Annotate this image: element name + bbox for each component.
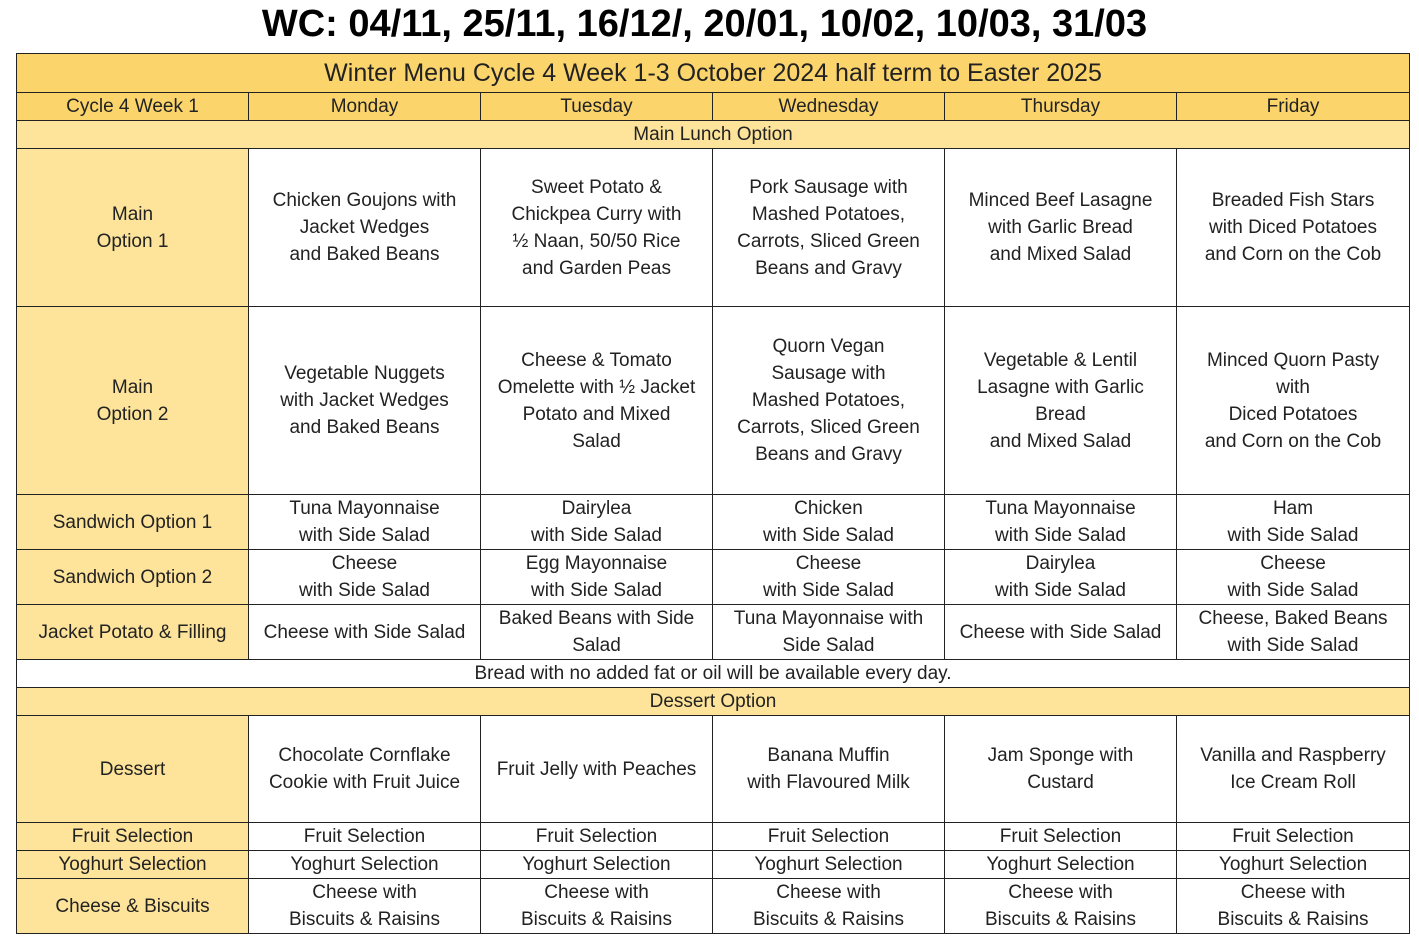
row-label-text: Dessert bbox=[99, 758, 166, 780]
row-label bbox=[17, 495, 249, 550]
menu-cell-text: Cheese with Side Salad bbox=[1227, 553, 1359, 601]
row-label bbox=[17, 605, 249, 660]
menu-cell-text: Baked Beans with Side Salad bbox=[498, 608, 695, 656]
menu-cell bbox=[481, 307, 713, 495]
menu-cell-text: Sweet Potato & Chickpea Curry with ½ Naan, 50/50 Rice and Garden Peas bbox=[511, 176, 682, 279]
menu-cell bbox=[1177, 149, 1410, 307]
menu-cell-text: Fruit Selection bbox=[767, 826, 890, 847]
table-row bbox=[17, 495, 1410, 550]
menu-cell bbox=[1177, 851, 1410, 879]
menu-cell bbox=[1177, 716, 1410, 823]
menu-cell-text: Cheese with Biscuits & Raisins bbox=[521, 882, 672, 930]
header-row bbox=[17, 93, 1410, 121]
menu-table bbox=[16, 53, 1410, 934]
menu-cell bbox=[713, 550, 945, 605]
menu-cell-text: Minced Beef Lasagne with Garlic Bread and Mixed Salad bbox=[968, 190, 1153, 265]
menu-cell-text: Cheese with Biscuits & Raisins bbox=[1217, 882, 1369, 930]
menu-cell-text: Dairylea with Side Salad bbox=[995, 553, 1126, 601]
menu-cell bbox=[481, 550, 713, 605]
menu-cell bbox=[249, 307, 481, 495]
table-row bbox=[17, 879, 1410, 934]
menu-cell-text: Yoghurt Selection bbox=[986, 854, 1135, 875]
menu-cell bbox=[945, 550, 1177, 605]
menu-cell-text: Banana Muffin with Flavoured Milk bbox=[747, 745, 910, 793]
menu-cell bbox=[713, 495, 945, 550]
menu-cell-text: Cheese with Side Salad bbox=[763, 553, 894, 601]
menu-cell bbox=[945, 495, 1177, 550]
table-row bbox=[17, 550, 1410, 605]
menu-cell bbox=[1177, 307, 1410, 495]
menu-cell bbox=[713, 307, 945, 495]
menu-cell-text: Cheese, Baked Beans with Side Salad bbox=[1198, 608, 1388, 656]
row-label-text: Jacket Potato & Filling bbox=[38, 621, 227, 643]
header-monday: Monday bbox=[249, 93, 481, 121]
table-title: Winter Menu Cycle 4 Week 1-3 October 2024 half term to Easter 2025 bbox=[17, 54, 1410, 93]
menu-cell bbox=[945, 307, 1177, 495]
menu-cell bbox=[249, 550, 481, 605]
row-label-text: Sandwich Option 1 bbox=[52, 511, 213, 533]
menu-cell bbox=[249, 879, 481, 934]
menu-cell-text: Cheese & Tomato Omelette with ½ Jacket Potato and Mixed Salad bbox=[497, 349, 696, 452]
table-row bbox=[17, 716, 1410, 823]
row-label-text: Main Option 2 bbox=[96, 376, 169, 425]
menu-cell bbox=[945, 716, 1177, 823]
menu-cell-text: Chicken with Side Salad bbox=[763, 498, 894, 546]
menu-cell bbox=[945, 823, 1177, 851]
header-tuesday: Tuesday bbox=[481, 93, 713, 121]
row-label bbox=[17, 823, 249, 851]
menu-cell-text: Jam Sponge with Custard bbox=[987, 745, 1134, 793]
menu-cell-text: Ham with Side Salad bbox=[1227, 498, 1359, 546]
header-friday: Friday bbox=[1177, 93, 1410, 121]
menu-cell-text: Quorn Vegan Sausage with Mashed Potatoes, Carrots, Sliced Green Beans and Gravy bbox=[737, 336, 920, 465]
menu-cell-text: Minced Quorn Pasty with Diced Potatoes and Corn on the Cob bbox=[1204, 349, 1382, 452]
menu-cell-text: Yoghurt Selection bbox=[754, 854, 903, 875]
row-label-text: Fruit Selection bbox=[71, 826, 194, 847]
header-wednesday: Wednesday bbox=[713, 93, 945, 121]
menu-cell-text: Vanilla and Raspberry Ice Cream Roll bbox=[1200, 745, 1386, 793]
menu-cell-text: Breaded Fish Stars with Diced Potatoes and Corn on the Cob bbox=[1204, 190, 1382, 265]
menu-cell-text: Chicken Goujons with Jacket Wedges and Baked Beans bbox=[272, 190, 457, 265]
row-label-text: Sandwich Option 2 bbox=[52, 566, 213, 588]
menu-cell-text: Fruit Selection bbox=[303, 826, 426, 847]
menu-cell-text: Yoghurt Selection bbox=[1218, 854, 1368, 875]
menu-cell bbox=[481, 149, 713, 307]
table-row bbox=[17, 307, 1410, 495]
row-label-text: Cheese & Biscuits bbox=[55, 895, 210, 917]
menu-cell bbox=[945, 851, 1177, 879]
header-cycle: Cycle 4 Week 1 bbox=[17, 93, 249, 121]
menu-cell bbox=[945, 149, 1177, 307]
menu-cell-text: Fruit Jelly with Peaches bbox=[496, 758, 697, 780]
menu-cell-text: Chocolate Cornflake Cookie with Fruit Juice bbox=[268, 745, 461, 793]
table-row bbox=[17, 851, 1410, 879]
bread-note: Bread with no added fat or oil will be available every day. bbox=[17, 660, 1410, 688]
menu-cell bbox=[481, 716, 713, 823]
menu-cell-text: Vegetable Nuggets with Jacket Wedges and Baked Beans bbox=[280, 363, 449, 438]
menu-cell-text: Pork Sausage with Mashed Potatoes, Carrots, Sliced Green Beans and Gravy bbox=[737, 176, 920, 279]
menu-cell-text: Fruit Selection bbox=[1232, 826, 1354, 847]
menu-cell bbox=[1177, 879, 1410, 934]
menu-cell-text: Yoghurt Selection bbox=[290, 854, 439, 875]
menu-cell bbox=[249, 149, 481, 307]
menu-cell bbox=[249, 851, 481, 879]
menu-cell bbox=[1177, 823, 1410, 851]
menu-cell bbox=[1177, 495, 1410, 550]
menu-cell bbox=[249, 495, 481, 550]
row-label bbox=[17, 307, 249, 495]
row-label bbox=[17, 550, 249, 605]
menu-cell-text: Cheese with Biscuits & Raisins bbox=[753, 882, 904, 930]
menu-cell-text: Cheese with Biscuits & Raisins bbox=[289, 882, 440, 930]
menu-cell bbox=[1177, 550, 1410, 605]
menu-cell-text: Fruit Selection bbox=[535, 826, 658, 847]
menu-cell bbox=[713, 851, 945, 879]
menu-cell bbox=[481, 823, 713, 851]
row-label-text: Main Option 1 bbox=[96, 203, 169, 252]
section-main-lunch: Main Lunch Option bbox=[17, 121, 1410, 149]
menu-cell-text: Tuna Mayonnaise with Side Salad bbox=[985, 498, 1136, 546]
menu-cell bbox=[713, 149, 945, 307]
menu-cell bbox=[481, 495, 713, 550]
menu-cell bbox=[713, 823, 945, 851]
menu-cell-text: Fruit Selection bbox=[999, 826, 1122, 847]
menu-cell bbox=[945, 879, 1177, 934]
menu-cell bbox=[1177, 605, 1410, 660]
menu-cell bbox=[713, 605, 945, 660]
menu-cell-text: Cheese with Side Salad bbox=[299, 553, 430, 601]
menu-cell-text: Yoghurt Selection bbox=[522, 854, 671, 875]
menu-cell bbox=[481, 879, 713, 934]
table-row bbox=[17, 605, 1410, 660]
menu-cell bbox=[945, 605, 1177, 660]
menu-cell bbox=[249, 605, 481, 660]
section-dessert: Dessert Option bbox=[17, 688, 1410, 716]
menu-cell bbox=[713, 716, 945, 823]
menu-cell-text: Dairylea with Side Salad bbox=[531, 498, 662, 546]
menu-cell-text: Vegetable & Lentil Lasagne with Garlic Bread and Mixed Salad bbox=[977, 349, 1144, 452]
table-row bbox=[17, 823, 1410, 851]
menu-cell-text: Cheese with Side Salad bbox=[263, 621, 466, 643]
menu-cell-text: Cheese with Biscuits & Raisins bbox=[985, 882, 1136, 930]
page-title: WC: 04/11, 25/11, 16/12/, 20/01, 10/02, 10/03, 31/03 bbox=[261, 3, 1148, 45]
menu-cell bbox=[249, 823, 481, 851]
menu-cell-text: Egg Mayonnaise with Side Salad bbox=[525, 553, 668, 601]
menu-cell-text: Tuna Mayonnaise with Side Salad bbox=[733, 608, 924, 656]
table-row bbox=[17, 149, 1410, 307]
row-label bbox=[17, 851, 249, 879]
menu-cell-text: Tuna Mayonnaise with Side Salad bbox=[289, 498, 440, 546]
menu-cell bbox=[481, 851, 713, 879]
row-label bbox=[17, 879, 249, 934]
row-label bbox=[17, 149, 249, 307]
menu-cell bbox=[481, 605, 713, 660]
row-label-text: Yoghurt Selection bbox=[58, 854, 207, 875]
header-thursday: Thursday bbox=[945, 93, 1177, 121]
menu-cell bbox=[713, 879, 945, 934]
menu-cell-text: Cheese with Side Salad bbox=[959, 621, 1162, 643]
row-label bbox=[17, 716, 249, 823]
menu-cell bbox=[249, 716, 481, 823]
